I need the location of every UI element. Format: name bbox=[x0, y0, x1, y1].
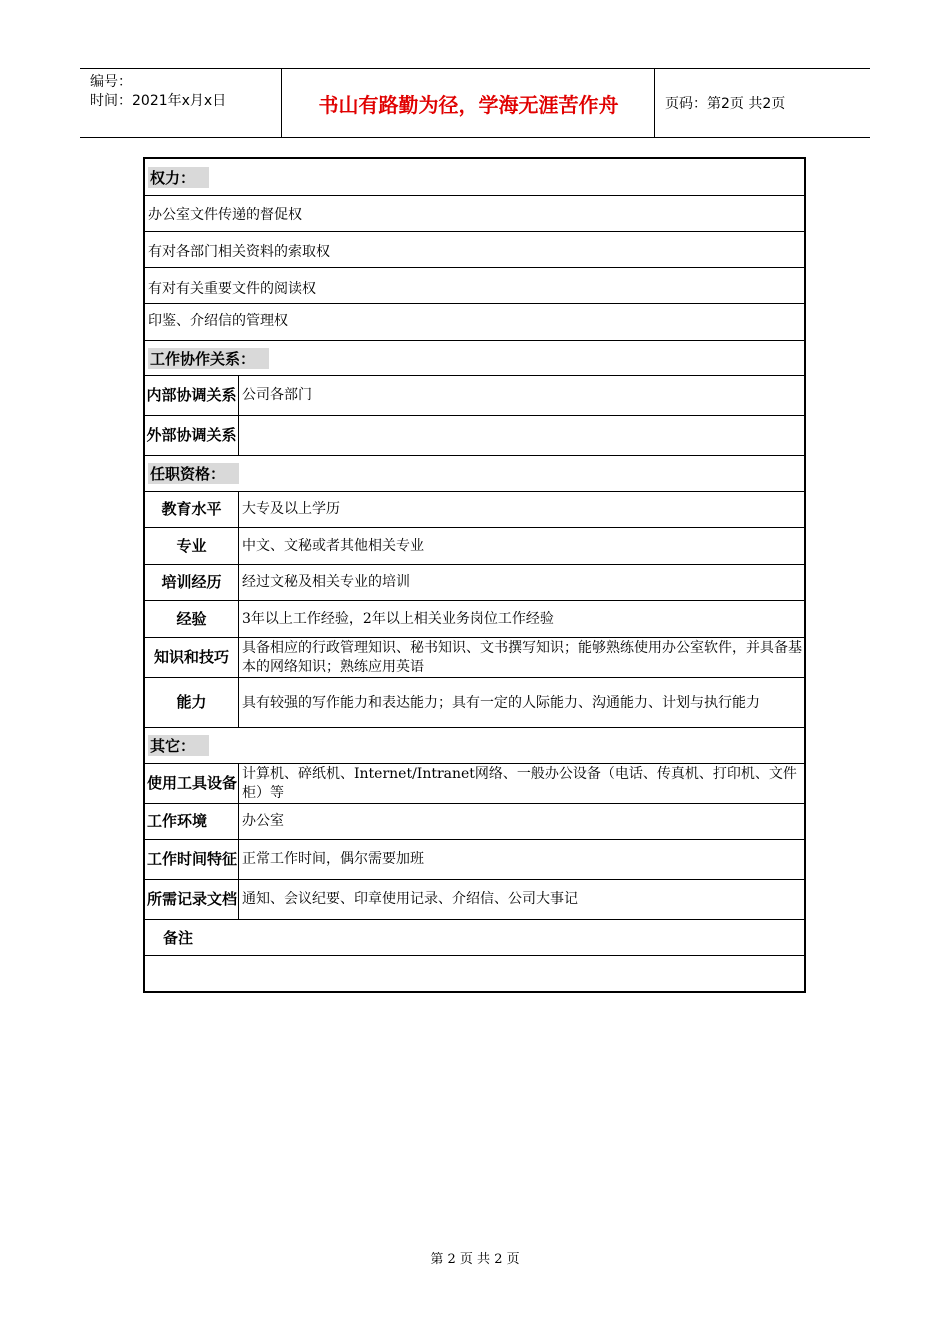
header-page-label: 页码：第2页 共2页 bbox=[665, 96, 786, 112]
section-remarks-heading bbox=[145, 920, 804, 956]
header-meta bbox=[80, 69, 282, 137]
section-title: 其它： bbox=[148, 735, 209, 756]
rights-item bbox=[145, 304, 804, 341]
section-title: 任职资格： bbox=[148, 463, 239, 484]
cooperation-internal-label: 内部协调关系 bbox=[145, 376, 239, 415]
page-footer: 第 2 页 共 2 页 bbox=[430, 1252, 520, 1267]
other-value: 通知、会议纪要、印章使用记录、介绍信、公司大事记 bbox=[242, 891, 578, 907]
qualification-label: 教育水平 bbox=[145, 492, 239, 527]
cooperation-external-row bbox=[145, 416, 804, 456]
document-number-label: 编号： bbox=[90, 74, 132, 90]
other-value: 计算机、碎纸机、Internet/Intranet网络、一般办公设备（电话、传真机、打印机、文件柜）等 bbox=[242, 765, 797, 801]
cooperation-external-value bbox=[239, 416, 804, 455]
document-time-label: 时间：2021年x月x日 bbox=[90, 93, 227, 109]
header-motto: 书山有路勤为径，学海无涯苦作舟 bbox=[283, 69, 655, 137]
cooperation-internal-row bbox=[145, 376, 804, 416]
qualification-value: 经过文秘及相关专业的培训 bbox=[242, 574, 410, 590]
qualification-label: 培训经历 bbox=[145, 565, 239, 600]
section-cooperation-heading bbox=[145, 341, 804, 376]
cooperation-external-label: 外部协调关系 bbox=[145, 416, 239, 455]
other-row bbox=[145, 764, 804, 804]
qualification-row bbox=[145, 565, 804, 601]
other-label: 工作环境 bbox=[145, 804, 239, 839]
rights-item-text: 有对有关重要文件的阅读权 bbox=[148, 281, 316, 297]
qualification-row bbox=[145, 678, 804, 728]
cooperation-internal-value: 公司各部门 bbox=[242, 387, 312, 403]
other-label: 使用工具设备 bbox=[145, 764, 239, 803]
qualification-label: 能力 bbox=[145, 678, 239, 727]
section-qualifications-heading bbox=[145, 456, 804, 492]
remarks-value-row bbox=[145, 956, 804, 991]
rights-item bbox=[145, 232, 804, 268]
other-value: 办公室 bbox=[242, 813, 284, 829]
page-header bbox=[80, 68, 870, 138]
qualification-label: 经验 bbox=[145, 601, 239, 637]
section-title: 工作协作关系： bbox=[148, 348, 269, 369]
qualification-value: 3年以上工作经验，2年以上相关业务岗位工作经验 bbox=[242, 610, 554, 627]
qualification-value: 具备相应的行政管理知识、秘书知识、文书撰写知识；能够熟练使用办公室软件，并具备基本的网络知识；熟练应用英语 bbox=[242, 639, 802, 675]
qualification-row bbox=[145, 528, 804, 565]
qualification-value: 中文、文秘或者其他相关专业 bbox=[242, 537, 424, 554]
qualification-label: 专业 bbox=[145, 528, 239, 564]
other-row bbox=[145, 804, 804, 840]
other-row bbox=[145, 840, 804, 880]
other-value: 正常工作时间，偶尔需要加班 bbox=[242, 851, 424, 867]
qualification-row bbox=[145, 601, 804, 638]
section-title: 备注 bbox=[163, 929, 194, 947]
other-label: 工作时间特征 bbox=[145, 840, 239, 879]
section-other-heading bbox=[145, 728, 804, 764]
rights-item bbox=[145, 268, 804, 304]
rights-item bbox=[145, 196, 804, 232]
section-title: 权力： bbox=[148, 167, 209, 188]
rights-item-text: 有对各部门相关资料的索取权 bbox=[148, 244, 330, 260]
job-description-table bbox=[143, 157, 806, 993]
rights-item-text: 办公室文件传递的督促权 bbox=[148, 206, 302, 223]
qualification-row bbox=[145, 492, 804, 528]
qualification-value: 具有较强的写作能力和表达能力；具有一定的人际能力、沟通能力、计划与执行能力 bbox=[242, 694, 760, 711]
qualification-label: 知识和技巧 bbox=[145, 638, 239, 677]
qualification-value: 大专及以上学历 bbox=[242, 501, 340, 517]
other-row bbox=[145, 880, 804, 920]
other-label: 所需记录文档 bbox=[145, 880, 239, 919]
qualification-row bbox=[145, 638, 804, 678]
rights-item-text: 印鉴、介绍信的管理权 bbox=[148, 313, 288, 329]
section-rights-heading bbox=[145, 159, 804, 196]
